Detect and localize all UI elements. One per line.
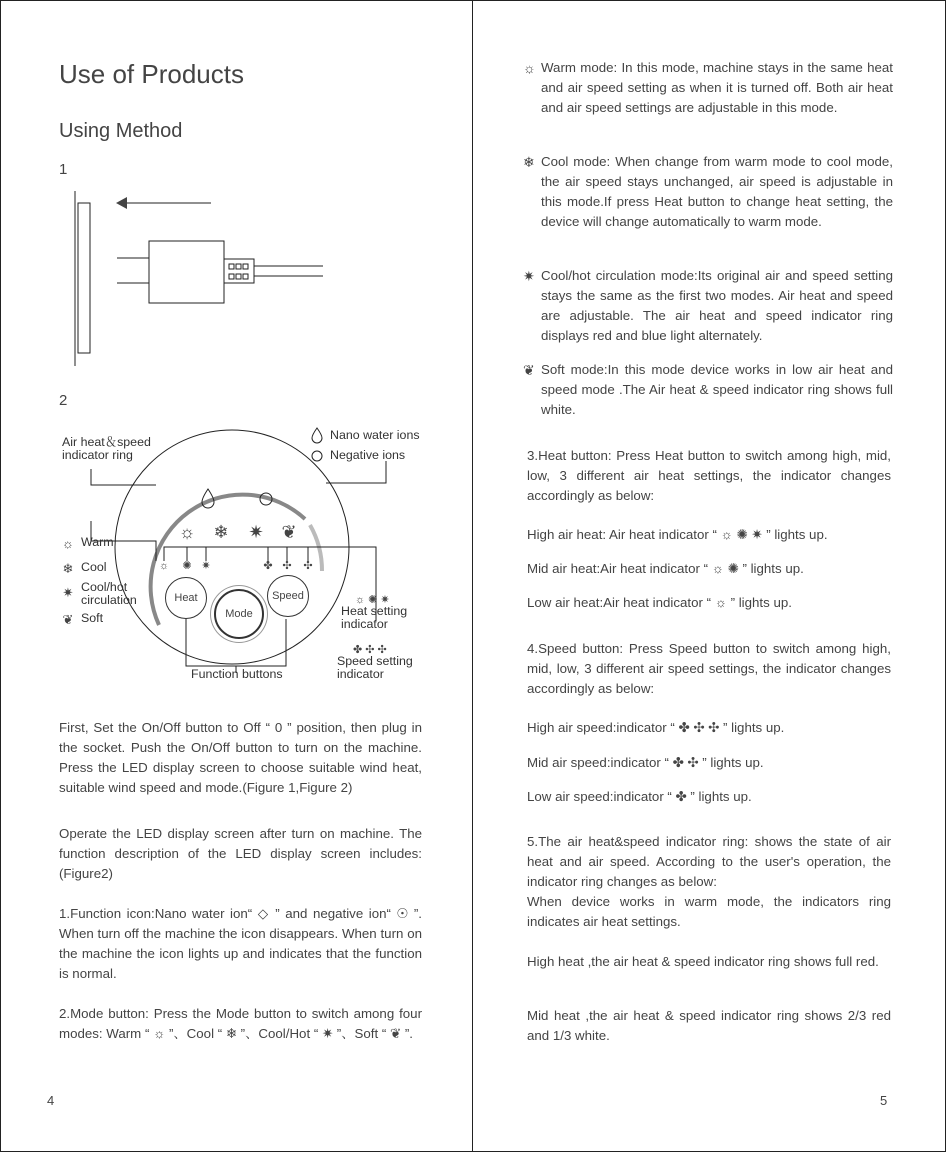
operate-paragraph: Operate the LED display screen after turn on machine. The function description of the LED display screen includes: (Figure2) [59,826,422,881]
page-number: 5 [880,1093,888,1108]
intro-paragraph: First, Set the On/Off button to Off “ 0 ” position, then plug in the socket. Push the On/Off button to turn on the machine. Press the LED display screen to choose suitable wind heat, suitable wind speed and mode.(Figure 1,Figure 2) [59,720,422,795]
heat-setting-label: Heat setting indicator [341,604,408,631]
mid-speed-line: Mid air speed:indicator “ ✤ ✣ ” lights up. [527,755,764,770]
mid-heat-ring-text: Mid heat ,the air heat & speed indicator ring shows 2/3 red and 1/3 white. [527,1008,891,1043]
figure2-label: 2 [59,392,68,409]
speed-indicator-mid-icon: ✣ [282,560,292,572]
mode-warm-item [523,58,893,118]
heat-indicator-low-icon: ☼ [158,560,170,572]
coolhot-label: Cool/hot circulation [81,580,137,607]
ring-label: Air heat＆speed indicator ring [62,435,151,462]
heat-indicator-mid-icon: ✺ [182,560,192,572]
left-page [0,0,473,1152]
cool-mode-text: Cool mode: When change from warm mode to cool mode, the air speed stays unchanged, air speed is adjustable in this mode.If press Heat button to change heat setting, the device will change automatically to warm mode. [541,154,893,229]
nano-water-legend-icon [312,428,322,443]
warm-mode-text: Warm mode: In this mode, machine stays in the same heat and air speed setting as when it is turned off. Both air heat and air speed settings are adjustable in this mode. [541,60,893,115]
speed-setting-label: Speed setting indicator [337,654,413,681]
coolhot-icon: ✷ [523,268,535,284]
soft-icon: ❦ [62,612,74,627]
cool-icon: ❄ [62,561,74,576]
function-icon-paragraph: 1.Function icon:Nano water ion“ ◇ ” and negative ion“ ☉ ”. When turn off the machine the icon disappears. When turn on the machine the icon lights up and indicates that the function is normal. [59,906,422,981]
high-heat-ring-text: High heat ,the air heat & speed indicator ring shows full red. [527,954,879,969]
speed-indicator-high-icon: ✣ [303,560,313,572]
heat-button-paragraph: 3.Heat button: Press Heat button to switch among high, mid, low, 3 different air heat settings, the indicator changes accordingly as below: [527,448,891,503]
mode-coolhot-item [523,266,893,346]
right-page [472,0,946,1152]
nano-label: Nano water ions [330,428,420,442]
soft-label: Soft [81,611,104,625]
speed-button-paragraph: 4.Speed button: Press Speed button to switch among high, mid, low, 3 different air speed settings, the indicator changes accordingly as below: [527,641,891,696]
speed-legend-icons: ✤ ✣ ✣ [353,644,387,656]
figure1-plug-diagram [61,186,341,371]
soft-icon: ❦ [523,362,535,378]
negative-ion-legend-icon [312,451,322,461]
soft-mode-icon: ❦ [281,522,297,542]
heat-legend-icons: ☼ ✺ ✷ [355,594,390,606]
cool-label: Cool [81,560,107,574]
coolhot-mode-icon: ✷ [248,522,264,542]
high-heat-line: High air heat: Air heat indicator “ ☼ ✺ ✷ ” lights up. [527,527,828,542]
cool-mode-icon: ❄ [213,522,229,542]
page-number: 4 [47,1093,55,1108]
warm-mode-icon: ☼ [178,522,196,542]
ring-paragraph-2: When device works in warm mode, the indicators ring indicates air heat settings. [527,894,891,929]
ring-paragraph: 5.The air heat&speed indicator ring: shows the state of air heat and air speed. According to the user's operation, the indicator ring changes as below: [527,834,891,889]
mode-cool-item [523,152,893,232]
low-speed-line: Low air speed:indicator “ ✤ ” lights up. [527,789,752,804]
warm-icon: ☼ [62,536,74,551]
heat-button[interactable]: Heat [165,577,207,619]
low-heat-line: Low air heat:Air heat indicator “ ☼ ” lights up. [527,595,792,610]
cool-icon: ❄ [523,154,535,170]
mode-soft-item [523,360,893,420]
heat-indicator-high-icon: ✷ [201,560,211,572]
mid-heat-line: Mid air heat:Air heat indicator “ ☼ ✺ ” lights up. [527,561,804,576]
page-title: Use of Products [59,59,244,89]
coolhot-mode-text: Cool/hot circulation mode:Its original air and speed setting stays the same as the first two modes. Air heat and speed are adjustable. The air heat and speed indicator ring displays red and blue light alternately. [541,268,893,343]
speed-button[interactable]: Speed [267,575,309,617]
speed-indicator-low-icon: ✤ [263,560,273,572]
figure1-label: 1 [59,161,68,178]
mode-button-paragraph: 2.Mode button: Press the Mode button to switch among four modes: Warm “ ☼ ”、Cool “ ❄ ”、Cool/Hot “ ✷ ”、Soft “ ❦ ”. [59,1006,422,1041]
function-buttons-label: Function buttons [191,667,283,681]
high-speed-line: High air speed:indicator “ ✤ ✣ ✣ ” lights up. [527,720,785,735]
arrow-icon [116,197,127,209]
negative-label: Negative ions [330,448,406,462]
warm-label: Warm [81,535,114,549]
coolhot-icon: ✷ [62,585,74,600]
section-subtitle: Using Method [59,120,183,142]
soft-mode-text: Soft mode:In this mode device works in low air heat and speed mode .The Air heat & speed indicator ring shows full white. [541,362,893,417]
warm-icon: ☼ [523,60,536,76]
mode-button[interactable]: Mode [214,589,264,639]
